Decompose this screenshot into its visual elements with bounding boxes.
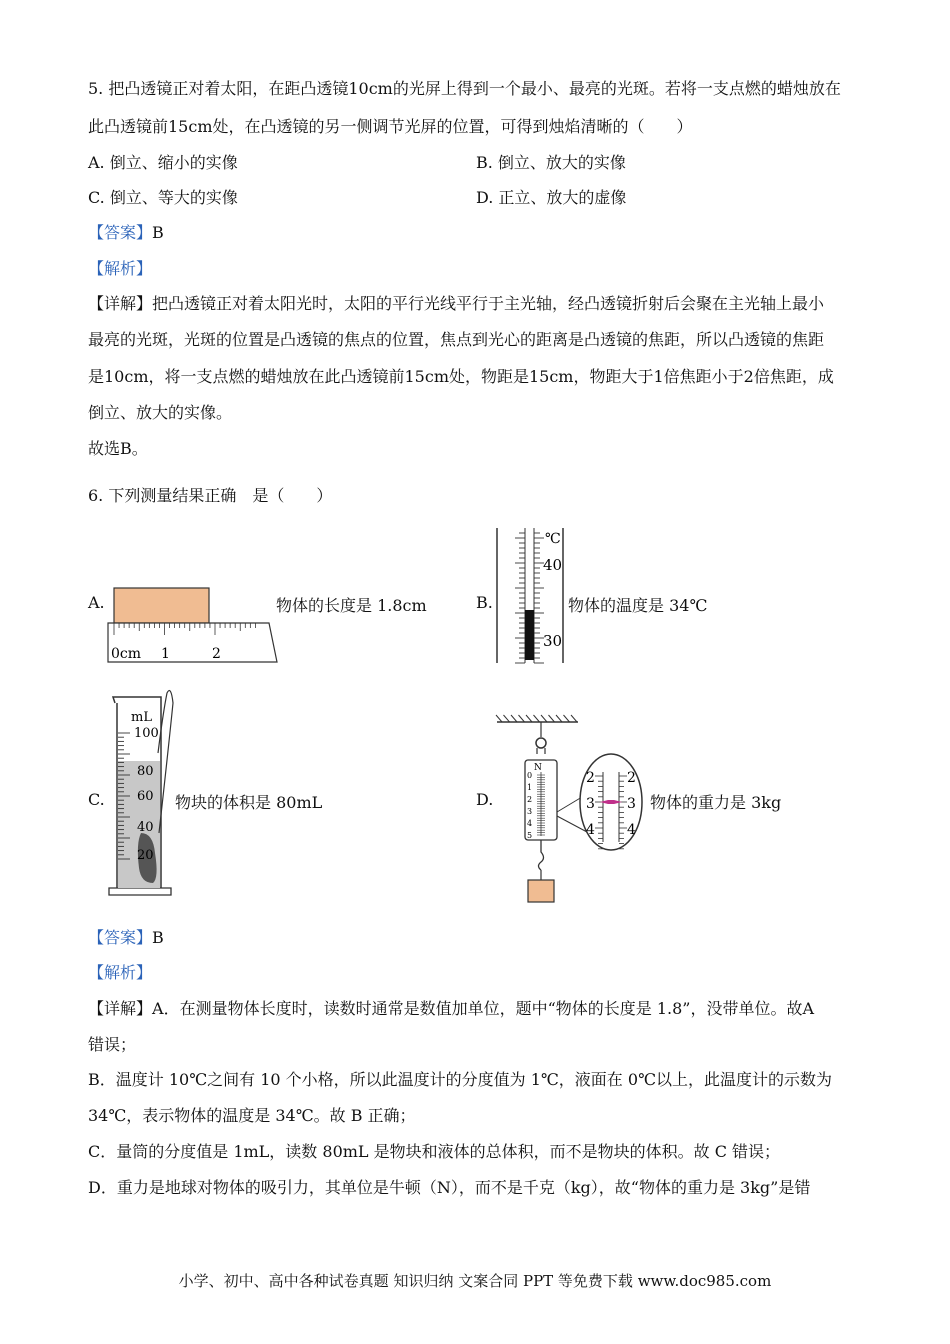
q6-a-letter: A.	[88, 593, 105, 612]
zoom-label-4-right: 4	[627, 822, 636, 838]
detail-tag: 【详解】	[88, 999, 153, 1018]
q6-b-letter: B.	[476, 593, 493, 612]
zoom-label-3-right: 3	[627, 796, 636, 812]
q5-detail-line2: 最亮的光斑，光斑的位置是凸透镜的焦点的位置，焦点到光心的距离是凸透镜的焦距，所以凸透镜的焦距	[88, 330, 825, 349]
cylinder-unit: mL	[131, 710, 152, 725]
hanging-weight	[528, 880, 554, 902]
q6-a-caption: 物体的长度是 1.8cm	[276, 596, 427, 615]
q5-detail-line3: 是10cm，将一支点燃的蜡烛放在此凸透镜前15cm处，物距是15cm，物距大于1倍焦距小于2倍焦距，成	[88, 367, 834, 386]
answer-tag: 【答案】	[88, 223, 153, 242]
q6-c-letter: C.	[88, 790, 105, 809]
cylinder-figure	[103, 683, 183, 903]
mercury-column	[525, 610, 534, 660]
q6-stem: 6. 下列测量结果正确 是（ ）	[88, 486, 333, 505]
q5-option-c: C. 倒立、等大的实像	[88, 188, 238, 207]
zoom-label-2-left: 2	[586, 770, 595, 786]
scale-unit: N	[534, 763, 542, 773]
thermometer-label-30: 30	[543, 632, 563, 650]
tick-mark	[504, 715, 510, 722]
spring-scale-figure	[492, 712, 652, 907]
ruler-label-0: 0cm	[111, 646, 142, 662]
q5-option-d: D. 正立、放大的虚像	[476, 188, 627, 207]
answer-value: B	[152, 223, 164, 242]
scale-label-5: 5	[527, 831, 533, 840]
answer-value: B	[152, 928, 164, 947]
cylinder-label-20: 20	[137, 848, 154, 863]
q5-analysis-tag: 【解析】	[88, 259, 153, 278]
tick-mark	[496, 715, 502, 722]
q6-detail-d: D．重力是地球对物体的吸引力，其单位是牛顿（N），而不是千克（kg），故“物体的重力是 3kg”是错	[88, 1178, 811, 1197]
q6-analysis-tag: 【解析】	[88, 963, 153, 982]
tick-mark	[511, 715, 517, 722]
tick-mark	[526, 715, 532, 722]
q5-detail-line1	[88, 291, 824, 314]
detail-text: A．在测量物体长度时，读数时通常是数值加单位，题中“物体的长度是 1.8”，没带单位。故A	[152, 999, 815, 1018]
scale-label-3: 3	[527, 807, 533, 816]
zoom-label-3-left: 3	[586, 796, 595, 812]
measured-block	[114, 588, 209, 623]
scale-label-0: 0	[527, 771, 533, 780]
tick-mark	[541, 715, 547, 722]
page-footer: 小学、初中、高中各种试卷真题 知识归纳 文案合同 PPT 等免费下载 www.doc985.com	[178, 1272, 772, 1290]
tick-mark	[519, 715, 525, 722]
zoom-label-2-right: 2	[627, 770, 636, 786]
cylinder-label-60: 60	[137, 789, 154, 804]
thermometer-figure	[490, 523, 570, 668]
detail-text: 把凸透镜正对着太阳光时，太阳的平行光线平行于主光轴，经凸透镜折射后会聚在主光轴上最小	[152, 294, 825, 313]
q6-detail-a2: 错误；	[88, 1035, 137, 1054]
q6-detail-a1	[88, 996, 814, 1019]
answer-tag: 【答案】	[88, 928, 153, 947]
thermometer-unit: ℃	[545, 531, 561, 547]
tick-mark	[556, 715, 562, 722]
q6-detail-b1: B．温度计 10℃之间有 10 个小格，所以此温度计的分度值为 1℃，液面在 0℃以上，此温度计的示数为	[88, 1070, 832, 1089]
ruler-label-1: 1	[161, 646, 170, 662]
q5-detail-line4: 倒立、放大的实像。	[88, 403, 233, 422]
ruler-figure	[105, 585, 280, 665]
scale-label-1: 1	[527, 783, 533, 792]
thermometer-label-40: 40	[543, 556, 563, 574]
q6-detail-b2: 34℃，表示物体的温度是 34℃。故 B 正确；	[88, 1106, 416, 1125]
scale-label-2: 2	[527, 795, 533, 804]
q5-stem-line1: 5. 把凸透镜正对着太阳，在距凸透镜10cm的光屏上得到一个最小、最亮的光斑。若将一支点燃的蜡烛放在	[88, 79, 841, 98]
q6-d-letter: D.	[476, 790, 494, 809]
q5-conclusion: 故选B。	[88, 439, 148, 458]
ruler-label-2: 2	[212, 646, 221, 662]
tick-mark	[534, 715, 540, 722]
q5-stem-line2: 此凸透镜前15cm处，在凸透镜的另一侧调节光屏的位置，可得到烛焰清晰的（ ）	[88, 117, 693, 136]
q5-option-a: A. 倒立、缩小的实像	[88, 153, 238, 172]
tick-mark	[549, 715, 555, 722]
tick-mark	[571, 715, 577, 722]
q5-option-b: B. 倒立、放大的实像	[476, 153, 626, 172]
q6-b-caption: 物体的温度是 34℃	[568, 596, 708, 615]
zoom-label-4-left: 4	[586, 822, 595, 838]
q6-d-caption: 物体的重力是 3kg	[650, 793, 782, 812]
cylinder-label-80: 80	[137, 764, 154, 779]
detail-tag: 【详解】	[88, 294, 153, 313]
scale-label-4: 4	[527, 819, 533, 828]
tick-mark	[564, 715, 570, 722]
q5-answer	[88, 220, 164, 243]
q6-c-caption: 物块的体积是 80mL	[175, 793, 323, 812]
q6-detail-c: C．量筒的分度值是 1mL，读数 80mL 是物块和液体的总体积，而不是物块的体积。故 C 错误；	[88, 1142, 781, 1161]
cylinder-label-40: 40	[137, 820, 154, 835]
q6-answer	[88, 925, 164, 948]
cylinder-label-100: 100	[134, 726, 159, 741]
